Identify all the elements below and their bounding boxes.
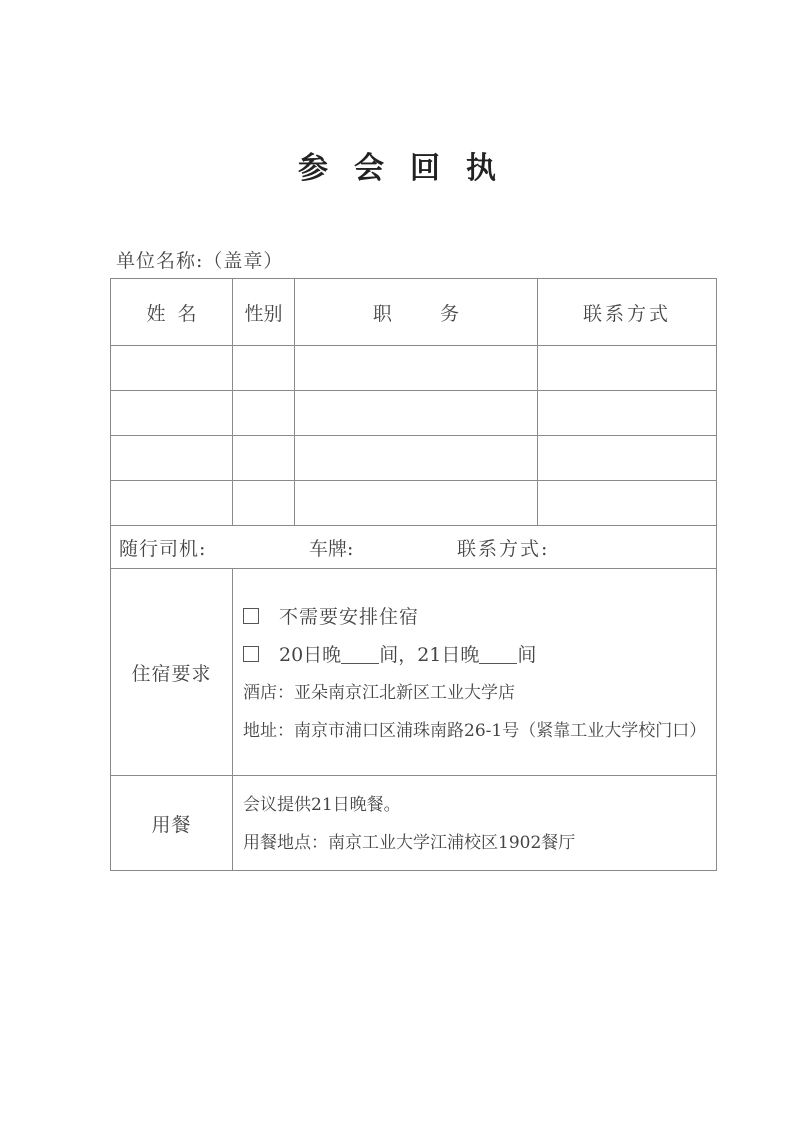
gender-cell[interactable]: [233, 481, 295, 526]
driver-label: 随行司机:: [119, 537, 207, 560]
room-count-21-blank[interactable]: [479, 647, 517, 664]
name-cell[interactable]: [111, 346, 233, 391]
table-row: [111, 391, 717, 436]
hotel-address: 地址：南京市浦口区浦珠南路26-1号（紧靠工业大学校门口）: [243, 721, 707, 741]
driver-cell[interactable]: [111, 526, 717, 569]
gender-cell[interactable]: [233, 391, 295, 436]
position-cell[interactable]: [295, 346, 538, 391]
position-cell[interactable]: [295, 436, 538, 481]
driver-contact-label: 联系方式:: [457, 537, 550, 560]
lodging-options: [233, 569, 717, 776]
checkbox-icon[interactable]: [243, 608, 259, 624]
driver-row: [111, 526, 717, 569]
contact-cell[interactable]: [538, 391, 717, 436]
table-row: [111, 346, 717, 391]
name-cell[interactable]: [111, 436, 233, 481]
name-cell[interactable]: [111, 391, 233, 436]
gender-cell[interactable]: [233, 346, 295, 391]
lodging-label: 住宿要求: [111, 569, 233, 776]
contact-cell[interactable]: [538, 481, 717, 526]
unit-name-label: 单位名称:（盖章）: [116, 250, 284, 272]
name-cell[interactable]: [111, 481, 233, 526]
lodging-row: [111, 569, 717, 776]
header-gender: 性别: [233, 279, 295, 346]
header-position: 职 务: [295, 279, 538, 346]
header-contact: 联系方式: [538, 279, 717, 346]
meal-location: 用餐地点：南京工业大学江浦校区1902餐厅: [243, 833, 576, 853]
position-cell[interactable]: [295, 481, 538, 526]
plate-label: 车牌:: [309, 537, 354, 560]
position-cell[interactable]: [295, 391, 538, 436]
contact-cell[interactable]: [538, 346, 717, 391]
reply-form-table: [110, 278, 717, 871]
meal-provided: 会议提供21日晚餐。: [243, 795, 401, 815]
meal-label: 用餐: [111, 776, 233, 871]
checkbox-icon[interactable]: [243, 646, 259, 662]
option-no-lodging[interactable]: 不需要安排住宿: [243, 598, 706, 636]
room-count-20-blank[interactable]: [341, 647, 379, 664]
header-row: [111, 279, 717, 346]
header-name: 姓 名: [111, 279, 233, 346]
meal-info: [233, 776, 717, 871]
page-title: 参会回执: [298, 151, 522, 186]
meal-row: [111, 776, 717, 871]
option-lodging-nights[interactable]: 20日晚 间，21日晚 间: [243, 636, 706, 674]
table-row: [111, 481, 717, 526]
table-row: [111, 436, 717, 481]
hotel-info: 酒店：亚朵南京江北新区工业大学店: [243, 683, 515, 703]
gender-cell[interactable]: [233, 436, 295, 481]
contact-cell[interactable]: [538, 436, 717, 481]
